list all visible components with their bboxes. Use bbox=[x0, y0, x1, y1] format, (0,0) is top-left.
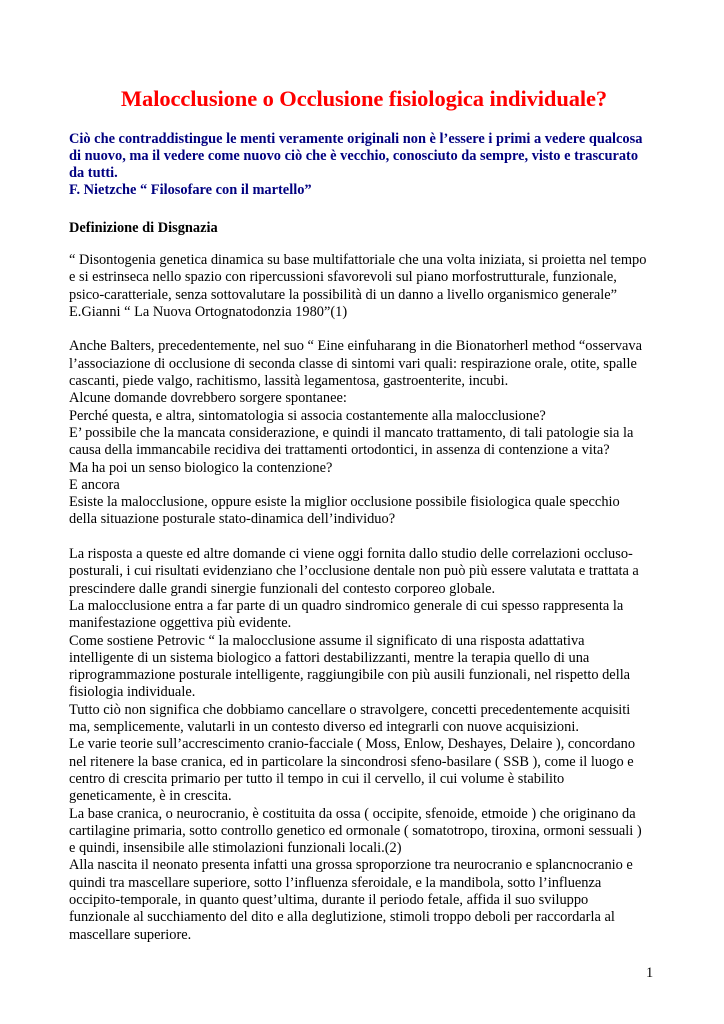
text-line: cascanti, piede valgo, rachitismo, lassità legamentosa, gastroenterite, incubi. bbox=[69, 373, 509, 390]
text-line: geneticamente, è in crescita. bbox=[69, 788, 232, 805]
text-line: quindi tra mascellare superiore, sotto l’influenza sferoidale, e la mandibola, sotto l’influenza bbox=[69, 874, 602, 891]
text-line: e quindi, insensibile alle stimolazioni funzionali locali.(2) bbox=[69, 840, 402, 857]
text-line: fisiologia individuale. bbox=[69, 684, 196, 701]
text-line: ma, semplicemente, valutarli in un contesto diverso ed integrarli con nuove acquisizioni. bbox=[69, 719, 579, 736]
page-title: Malocclusione o Occlusione fisiologica individuale? bbox=[120, 86, 608, 111]
text-line: La malocclusione entra a far parte di un quadro sindromico generale di cui spesso rappresenta la bbox=[69, 597, 624, 614]
text-line: “ Disontogenia genetica dinamica su base multifattoriale che una volta iniziata, si proietta nel tempo bbox=[69, 252, 647, 268]
text-line: La risposta a queste ed altre domande ci viene oggi fornita dallo studio delle correlazioni occluso- bbox=[69, 546, 633, 563]
text-line: E.Gianni “ La Nuova Ortognatodonzia 1980”(1) bbox=[69, 303, 348, 320]
text-line: Le varie teorie sull’accrescimento cranio-facciale ( Moss, Enlow, Deshayes, Delaire ), concordano bbox=[69, 736, 636, 753]
text-line: l’associazione di occlusione di seconda classe di sintomi vari quali: respirazione orale, otite, spalle bbox=[69, 355, 637, 372]
paragraph-gap bbox=[69, 321, 659, 338]
epigraph-attribution: F. Nietzche “ Filosofare con il martello” bbox=[69, 182, 312, 198]
text-line: occipito-temporale, in quanto quest’ultima, durante il periodo fetale, affida il suo sviluppo bbox=[69, 891, 589, 908]
text-line: riprogrammazione posturale intelligente, raggiungibile con più ausili funzionali, nel rispetto della bbox=[69, 667, 631, 684]
text-line: psico-caratteriale, senza sottovalutare la possibilità di un danno a livello organismico generale” bbox=[69, 286, 617, 303]
body-text bbox=[69, 252, 659, 944]
text-line: posturali, i cui risultati evidenziano che l’occlusione dentale non può più essere valutata e trattata a bbox=[69, 563, 639, 580]
text-line: Perché questa, e altra, sintomatologia si associa costantemente alla malocclusione? bbox=[69, 407, 546, 424]
text-line: della situazione posturale stato-dinamica dell’individuo? bbox=[69, 511, 396, 528]
text-line: funzionale al succhiamento del dito e alla deglutizione, stimoli troppo deboli per raccordarla al bbox=[69, 909, 615, 926]
text-line: La base cranica, o neurocranio, è costituita da ossa ( occipite, sfenoide, etmoide ) che originano da bbox=[69, 805, 636, 822]
text-line: Ma ha poi un senso biologico la contenzione? bbox=[69, 459, 333, 476]
page-number: 1 bbox=[646, 965, 654, 981]
paragraph bbox=[69, 252, 659, 321]
text-line: Esiste la malocclusione, oppure esiste la miglior occlusione possibile fisiologica quale specchio bbox=[69, 494, 620, 511]
section-heading: Definizione di Disgnazia bbox=[69, 220, 218, 236]
text-line: E’ possibile che la mancata considerazione, e quindi il mancato trattamento, di tali patologie sia la bbox=[69, 424, 634, 441]
epigraph bbox=[69, 131, 659, 199]
text-line: mascellare superiore. bbox=[69, 926, 192, 943]
text-line: Alla nascita il neonato presenta infatti una grossa sproporzione tra neurocranio e splancnocranio e bbox=[69, 857, 633, 874]
text-line: Tutto ciò non significa che dobbiamo cancellare o stravolgere, concetti precedentemente acquisiti bbox=[69, 701, 631, 718]
paragraph-gap bbox=[69, 529, 659, 546]
paragraph bbox=[69, 338, 659, 528]
paragraph bbox=[69, 546, 659, 944]
text-line: manifestazione oggettiva più evidente. bbox=[69, 615, 292, 632]
text-line: Come sostiene Petrovic “ la malocclusione assume il significato di una risposta adattativa bbox=[69, 632, 585, 649]
text-line: e si estrinseca nello spazio con ripercussioni sfavorevoli sul piano morfostrutturale, funzionale, bbox=[69, 269, 617, 286]
text-line: intelligente di un sistema biologico a fattori destabilizzanti, mentre la terapia quello di una bbox=[69, 649, 590, 666]
epigraph-line: di nuovo, ma il vedere come nuovo ciò che è vecchio, conosciuto da sempre, visto e trascurato bbox=[69, 148, 639, 164]
text-line: centro di crescita primario per tutto il tempo in cui il cervello, il cui volume è stabilito bbox=[69, 770, 565, 787]
text-line: Anche Balters, precedentemente, nel suo “ Eine einfuharang in die Bionatorherl method “osservava bbox=[69, 338, 643, 355]
text-line: nel ritenere la base cranica, ed in particolare la sincondrosi sfeno-basilare ( SSB ), come il luogo e bbox=[69, 753, 634, 770]
epigraph-line: Ciò che contraddistingue le menti veramente originali non è l’essere i primi a vedere qualcosa bbox=[69, 131, 643, 147]
text-line: cartilagine primaria, sotto controllo genetico ed ormonale ( somatotropo, tiroxina, ormoni sessuali ) bbox=[69, 822, 642, 839]
text-line: Alcune domande dovrebbero sorgere spontanee: bbox=[69, 390, 347, 407]
text-line: E ancora bbox=[69, 476, 120, 493]
text-line: causa della immancabile recidiva dei trattamenti ortodontici, in assenza di contenzione a vita? bbox=[69, 442, 610, 459]
epigraph-line: da tutti. bbox=[69, 165, 118, 181]
text-line: prescindere dalle grandi sinergie funzionali del contesto corporeo globale. bbox=[69, 580, 496, 597]
